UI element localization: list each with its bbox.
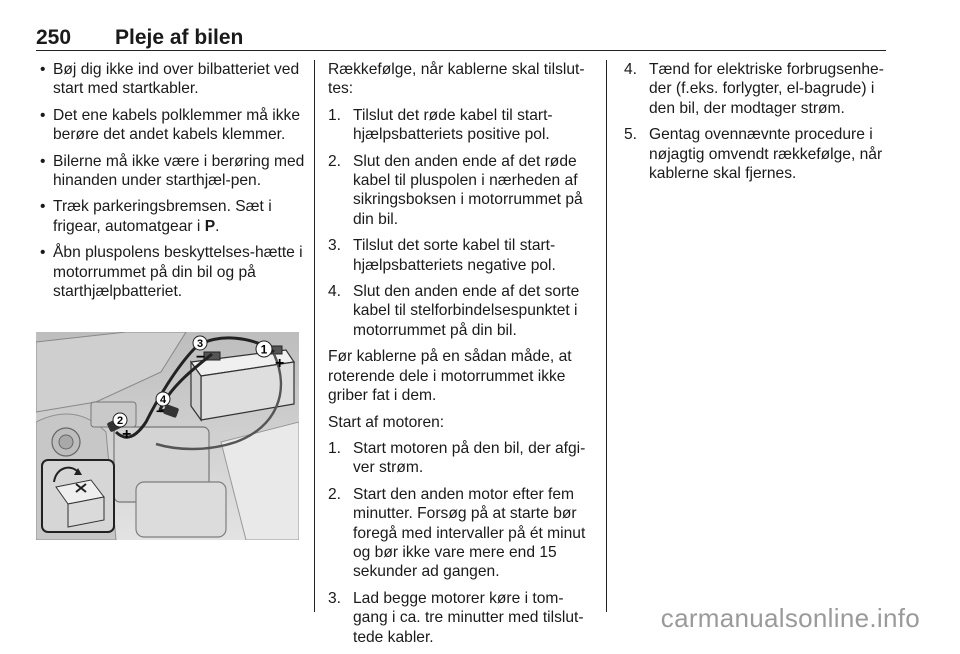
label-marker (256, 341, 272, 357)
list-item: • Det ene kabels polklemmer må ikke berøre det andet kabels klemmer. (40, 106, 301, 144)
paragraph: Før kablerne på en sådan måde, at roterende dele i motorrummet ikke griber fat i dem. (328, 348, 572, 405)
chapter-title: Pleje af bilen (115, 26, 244, 49)
svg-text:1: 1 (260, 342, 268, 357)
numbered-list (328, 106, 592, 340)
list-item: • Træk parkeringsbremsen. Sæt i frigear, automatgear i P. (40, 198, 272, 235)
list-item: • Bøj dig ikke ind over bilbatteriet ved start med startkabler. (40, 61, 300, 98)
list-item: 2. Start den anden motor efter fem minutter. Forsøg på at starte bør foregå med intervaller på ét minut og bør ikke vare mere end 15 sekunder ad gangen. (328, 485, 586, 581)
list-item: 1. Start motoren på den bil, der afgi-ver strøm. (328, 439, 586, 477)
watermark: carmanualsonline.info (660, 603, 920, 633)
column-2 (328, 60, 592, 654)
plus-sign-icon: + (122, 426, 132, 443)
bullet-icon: • (40, 198, 46, 216)
list-item: 2. Slut den anden ende af det røde kabel til pluspolen i nærheden af sikringsboksen i motorrummet på din bil. (328, 152, 583, 228)
list-item: • Åbn pluspolens beskyttelses-hætte i motorrummet på din bil og på starthjælpbatteriet. (40, 244, 303, 301)
numbered-list (624, 60, 888, 183)
list-item: • Bilerne må ikke være i berøring med hinanden under starthjæl-pen. (40, 152, 305, 190)
gear-position-label: P (204, 217, 216, 235)
paragraph: Rækkefølge, når kablerne skal tilslut-tes: (328, 61, 585, 98)
bullet-icon: • (40, 152, 46, 170)
bullet-icon: • (40, 106, 46, 124)
column-1 (36, 60, 306, 308)
bullet-icon: • (40, 244, 46, 262)
bullet-icon: • (40, 61, 46, 78)
plus-sign-icon: + (275, 355, 285, 372)
terminal-cover-inset (42, 460, 114, 532)
svg-text:4: 4 (159, 394, 167, 406)
label-marker (113, 413, 127, 427)
column-divider (314, 60, 315, 612)
page-header (36, 26, 886, 52)
jump-start-illustration (36, 332, 299, 540)
list-item: 3. Tilslut det sorte kabel til start-hjælpsbatteriets negative pol. (328, 237, 556, 274)
list-item: 4. Slut den anden ende af det sorte kabel til stelforbindelsespunktet i motorrummet på din bil. (328, 283, 580, 339)
paragraph: Start af motoren: (328, 413, 445, 431)
page-number: 250 (36, 26, 72, 49)
column-3 (624, 60, 888, 190)
label-marker (193, 336, 207, 350)
list-item: 3. Lad begge motorer køre i tom-gang i ca. tre minutter med tilslut-tede kabler. (328, 589, 584, 646)
bullet-list (36, 60, 306, 301)
svg-text:2: 2 (116, 415, 124, 427)
list-item: 5. Gentag ovennævnte procedure i nøjagtig omvendt rækkefølge, når kablerne skal fjernes. (624, 126, 883, 183)
minus-sign-icon: − (196, 349, 206, 366)
engine-bay-drawing (36, 332, 299, 540)
list-item: 4. Tænd for elektriske forbrugsenhe-der (f.eks. forlygter, el-bagrude) i den bil, der modtager strøm. (624, 61, 884, 117)
minus-sign-icon: − (156, 403, 165, 419)
svg-text:3: 3 (196, 338, 204, 350)
list-item: 1. Tilslut det røde kabel til start-hjælpsbatteriets positive pol. (328, 106, 553, 144)
numbered-list (328, 439, 592, 647)
header-rule (36, 50, 886, 51)
column-divider (606, 60, 607, 612)
